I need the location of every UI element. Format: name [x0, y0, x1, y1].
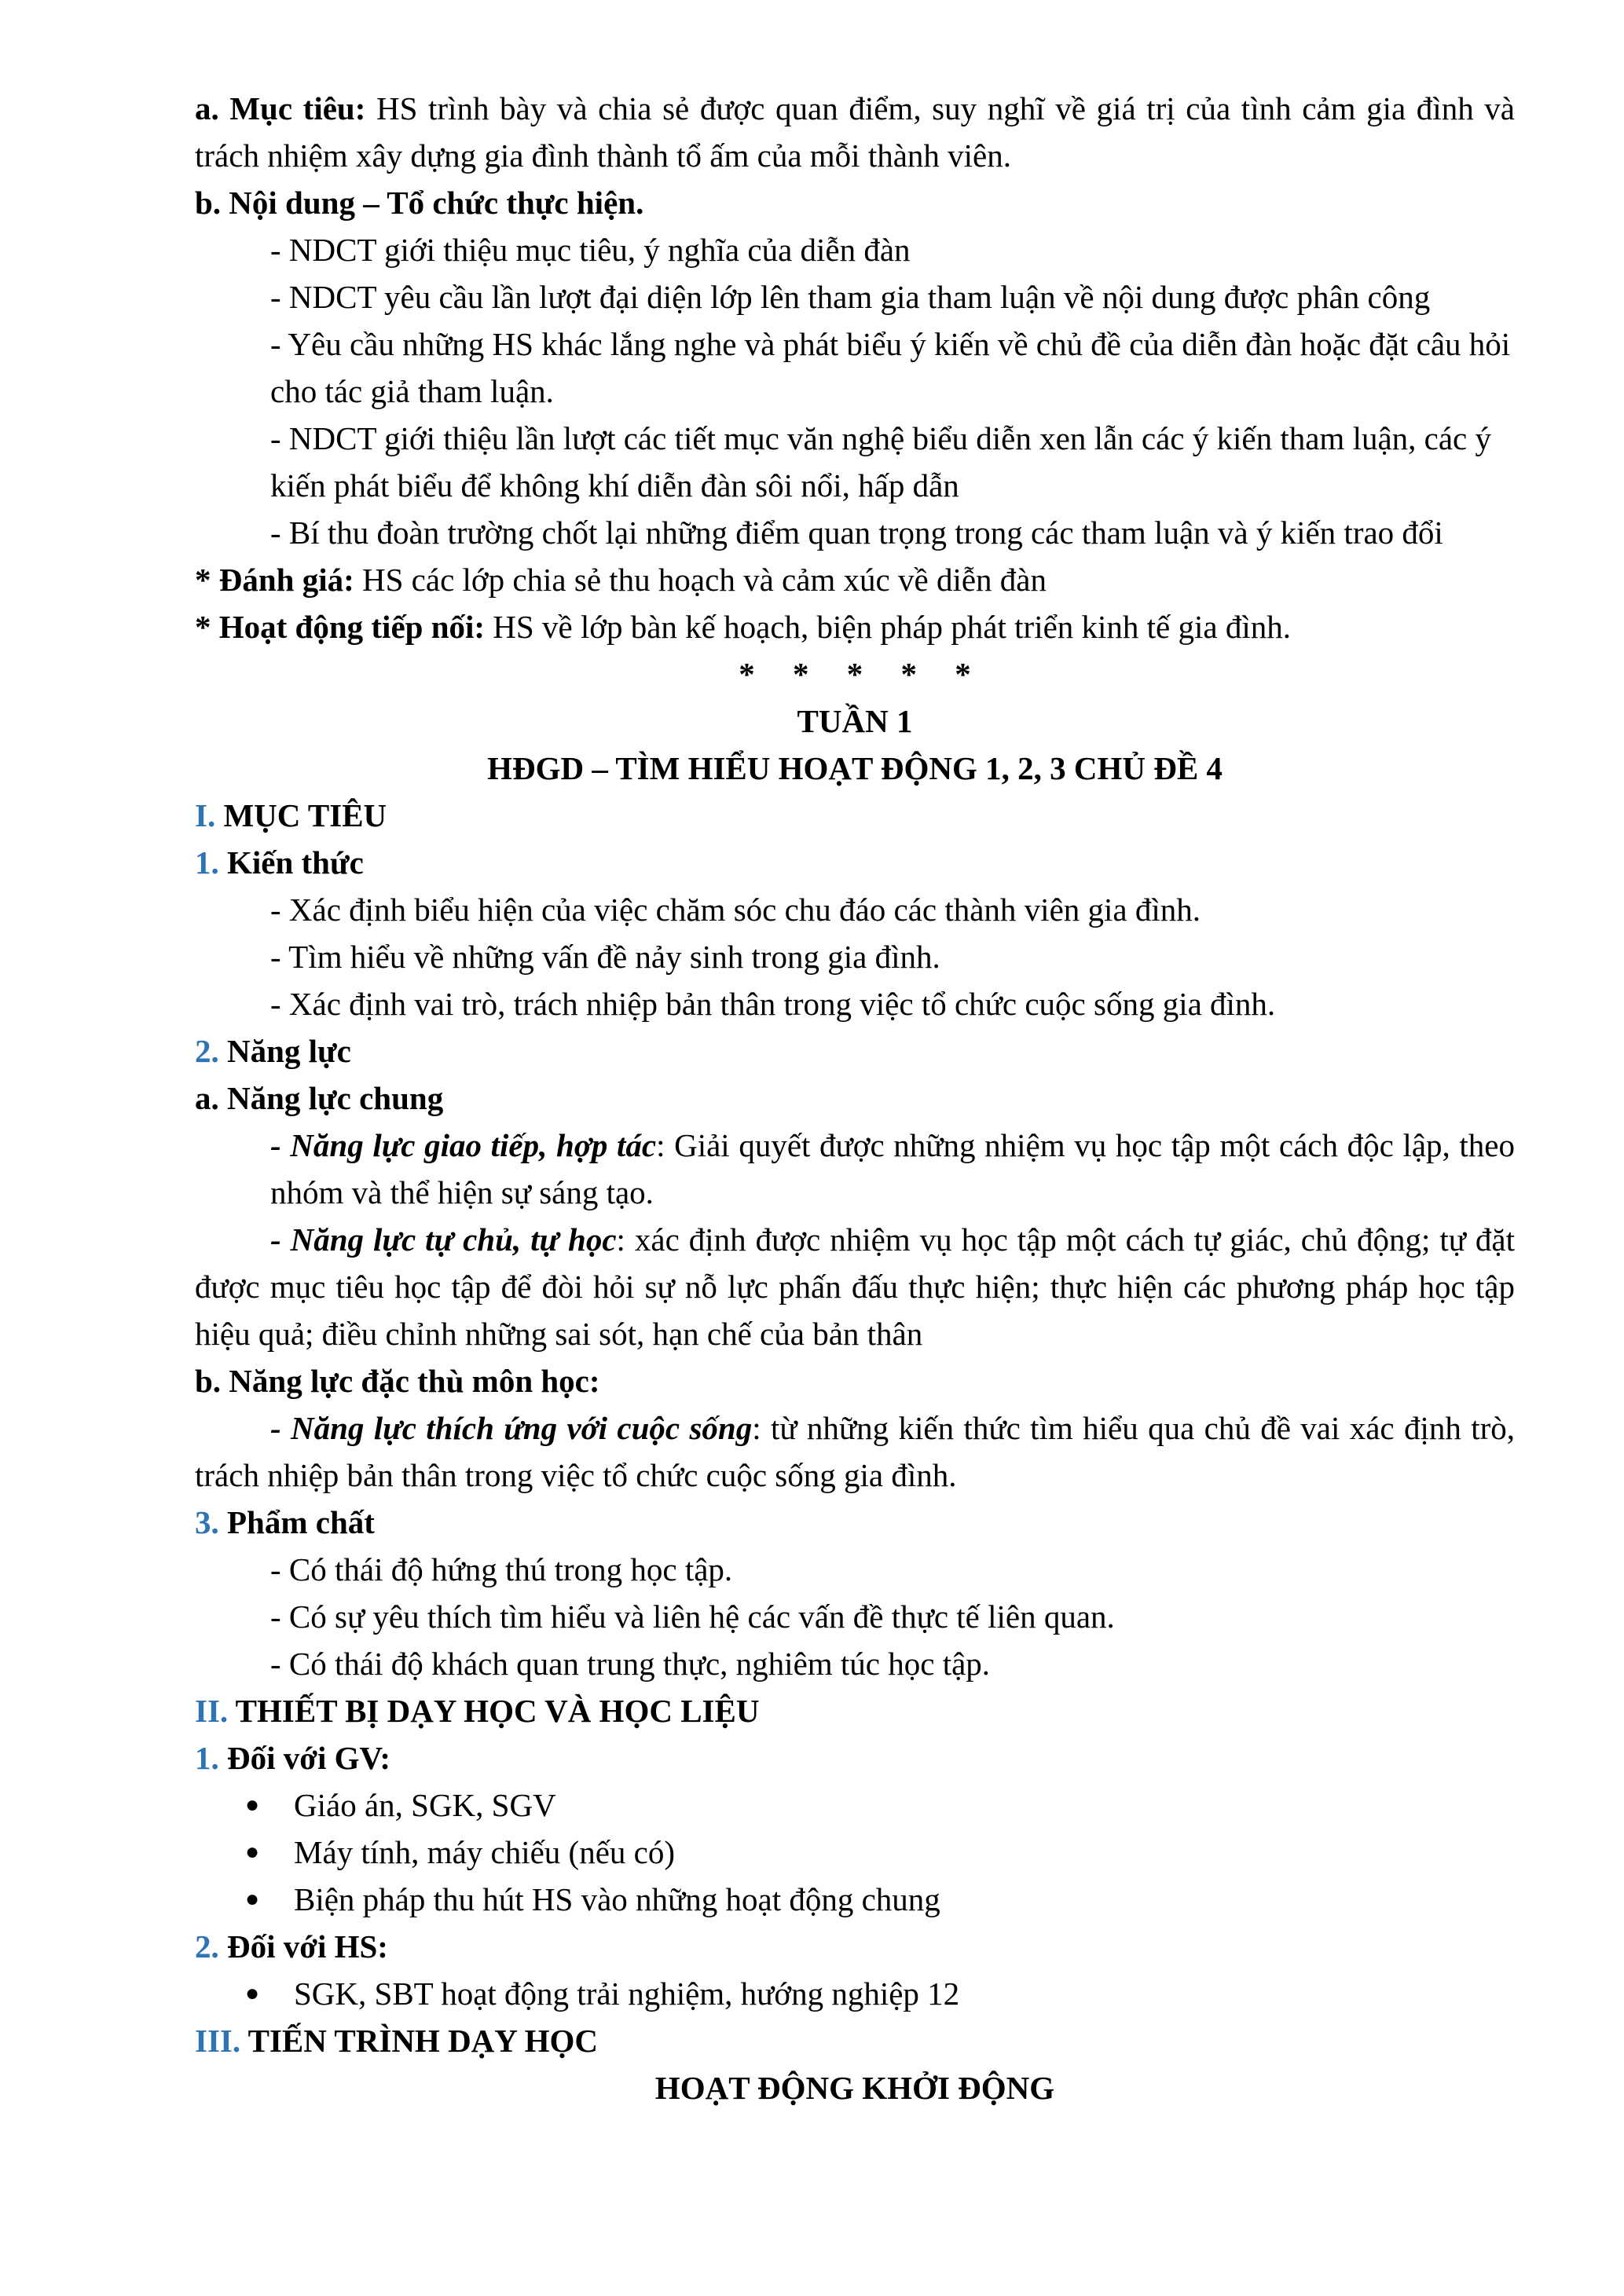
section-number: 1.: [195, 1740, 219, 1776]
evaluation-paragraph: [195, 556, 1515, 603]
general-competence-heading: a. Năng lực chung: [195, 1080, 444, 1116]
content-heading: b. Nội dung – Tổ chức thực hiện.: [195, 185, 644, 221]
lesson-title: HĐGD – TÌM HIỂU HOẠT ĐỘNG 1, 2, 3 CHỦ ĐỀ 4: [487, 750, 1223, 786]
competence-item: - Năng lực giao tiếp, hợp tác: Giải quyết được những nhiệm vụ học tập một cách độc lập, theo nhóm và thể hiện sự sáng tạo.: [270, 1127, 1515, 1210]
bullet-dot-icon: ●: [245, 1886, 260, 1912]
section-number: 2.: [195, 1033, 219, 1069]
section-separator: * * * * *: [739, 656, 971, 692]
quality-item: - Có sự yêu thích tìm hiểu và liên hệ các vấn đề thực tế liên quan.: [270, 1598, 1115, 1635]
followup-label: * Hoạt động tiếp nối:: [195, 609, 486, 645]
content-item: - NDCT yêu cầu lần lượt đại diện lớp lên tham gia tham luận về nội dung được phân công: [270, 279, 1431, 315]
objective-label: a. Mục tiêu:: [195, 90, 366, 126]
bullet-item: ● SGK, SBT hoạt động trải nghiệm, hướng nghiệp 12: [195, 1970, 1515, 2017]
bullet-dot-icon: ●: [245, 1792, 260, 1818]
competence-item: - Năng lực tự chủ, tự học: xác định được nhiệm vụ học tập một cách tự giác, chủ động; tự đặt được mục tiêu học tập để đòi hỏi sự nỗ lực phấn đấu thực hiện; thực hiện các phương pháp học tập hiệu quả; điều chỉnh những sai sót, hạn chế của bản thân: [195, 1221, 1515, 1352]
roman-numeral: III.: [195, 2023, 241, 2059]
followup-paragraph: [195, 603, 1515, 650]
knowledge-item: - Xác định vai trò, trách nhiệp bản thân trong việc tổ chức cuộc sống gia đình.: [270, 986, 1276, 1022]
content-item: - NDCT giới thiệu mục tiêu, ý nghĩa của diễn đàn: [270, 232, 911, 268]
content-item: - Bí thu đoàn trường chốt lại những điểm quan trọng trong các tham luận và ý kiến trao đổi: [270, 514, 1443, 551]
knowledge-item: - Xác định biểu hiện của việc chăm sóc chu đáo các thành viên gia đình.: [270, 892, 1201, 928]
bullet-dot-icon: ●: [245, 1980, 260, 2006]
objectives-heading: I. MỤC TIÊU: [195, 797, 387, 833]
section-number: 1.: [195, 844, 219, 881]
teacher-heading: 1. Đối với GV:: [195, 1740, 390, 1776]
evaluation-text: HS các lớp chia sẻ thu hoạch và cảm xúc về diễn đàn: [354, 562, 1047, 598]
bullet-item: ● Biện pháp thu hút HS vào những hoạt động chung: [195, 1876, 1515, 1923]
roman-numeral: II.: [195, 1693, 229, 1729]
student-heading: 2. Đối với HS:: [195, 1928, 388, 1965]
bullet-item: ● Giáo án, SGK, SGV: [195, 1782, 1515, 1829]
equipment-heading: II. THIẾT BỊ DẠY HỌC VÀ HỌC LIỆU: [195, 1693, 760, 1729]
followup-text: HS về lớp bàn kế hoạch, biện pháp phát triển kinh tế gia đình.: [485, 609, 1291, 645]
bullet-dot-icon: ●: [245, 1839, 260, 1865]
quality-item: - Có thái độ khách quan trung thực, nghiêm túc học tập.: [270, 1646, 991, 1682]
week-heading: TUẦN 1: [797, 703, 913, 739]
quality-item: - Có thái độ hứng thú trong học tập.: [270, 1551, 733, 1587]
qualities-heading: 3. Phẩm chất: [195, 1504, 375, 1540]
process-heading: III. TIẾN TRÌNH DẠY HỌC: [195, 2023, 599, 2059]
knowledge-heading: 1. Kiến thức: [195, 844, 364, 881]
objective-text: HS trình bày và chia sẻ được quan điểm, suy nghĩ về giá trị của tình cảm gia đình và trách nhiệm xây dựng gia đình thành tổ ấm của mỗi thành viên.: [195, 90, 1515, 174]
section-number: 2.: [195, 1928, 219, 1965]
roman-numeral: I.: [195, 797, 216, 833]
specific-competence-heading: b. Năng lực đặc thù môn học:: [195, 1363, 600, 1399]
competence-heading: 2. Năng lực: [195, 1033, 351, 1069]
evaluation-label: * Đánh giá:: [195, 562, 354, 598]
content-item: - NDCT giới thiệu lần lượt các tiết mục văn nghệ biểu diễn xen lẫn các ý kiến tham luận, các ý kiến phát biểu để không khí diễn đàn sôi nổi, hấp dẫn: [270, 420, 1491, 504]
knowledge-item: - Tìm hiểu về những vấn đề nảy sinh trong gia đình.: [270, 939, 940, 975]
content-item: - Yêu cầu những HS khác lắng nghe và phát biểu ý kiến về chủ đề của diễn đàn hoặc đặt câu hỏi cho tác giả tham luận.: [270, 326, 1511, 409]
bullet-item: ● Máy tính, máy chiếu (nếu có): [195, 1829, 1515, 1876]
document-page: [195, 85, 1515, 2111]
objective-paragraph: [195, 85, 1515, 179]
competence-item: - Năng lực thích ứng với cuộc sống: từ những kiến thức tìm hiểu qua chủ đề vai xác định trò, trách nhiệp bản thân trong việc tổ chức cuộc sống gia đình.: [195, 1410, 1516, 1493]
section-number: 3.: [195, 1504, 219, 1540]
warmup-heading: HOẠT ĐỘNG KHỞI ĐỘNG: [654, 2070, 1055, 2106]
